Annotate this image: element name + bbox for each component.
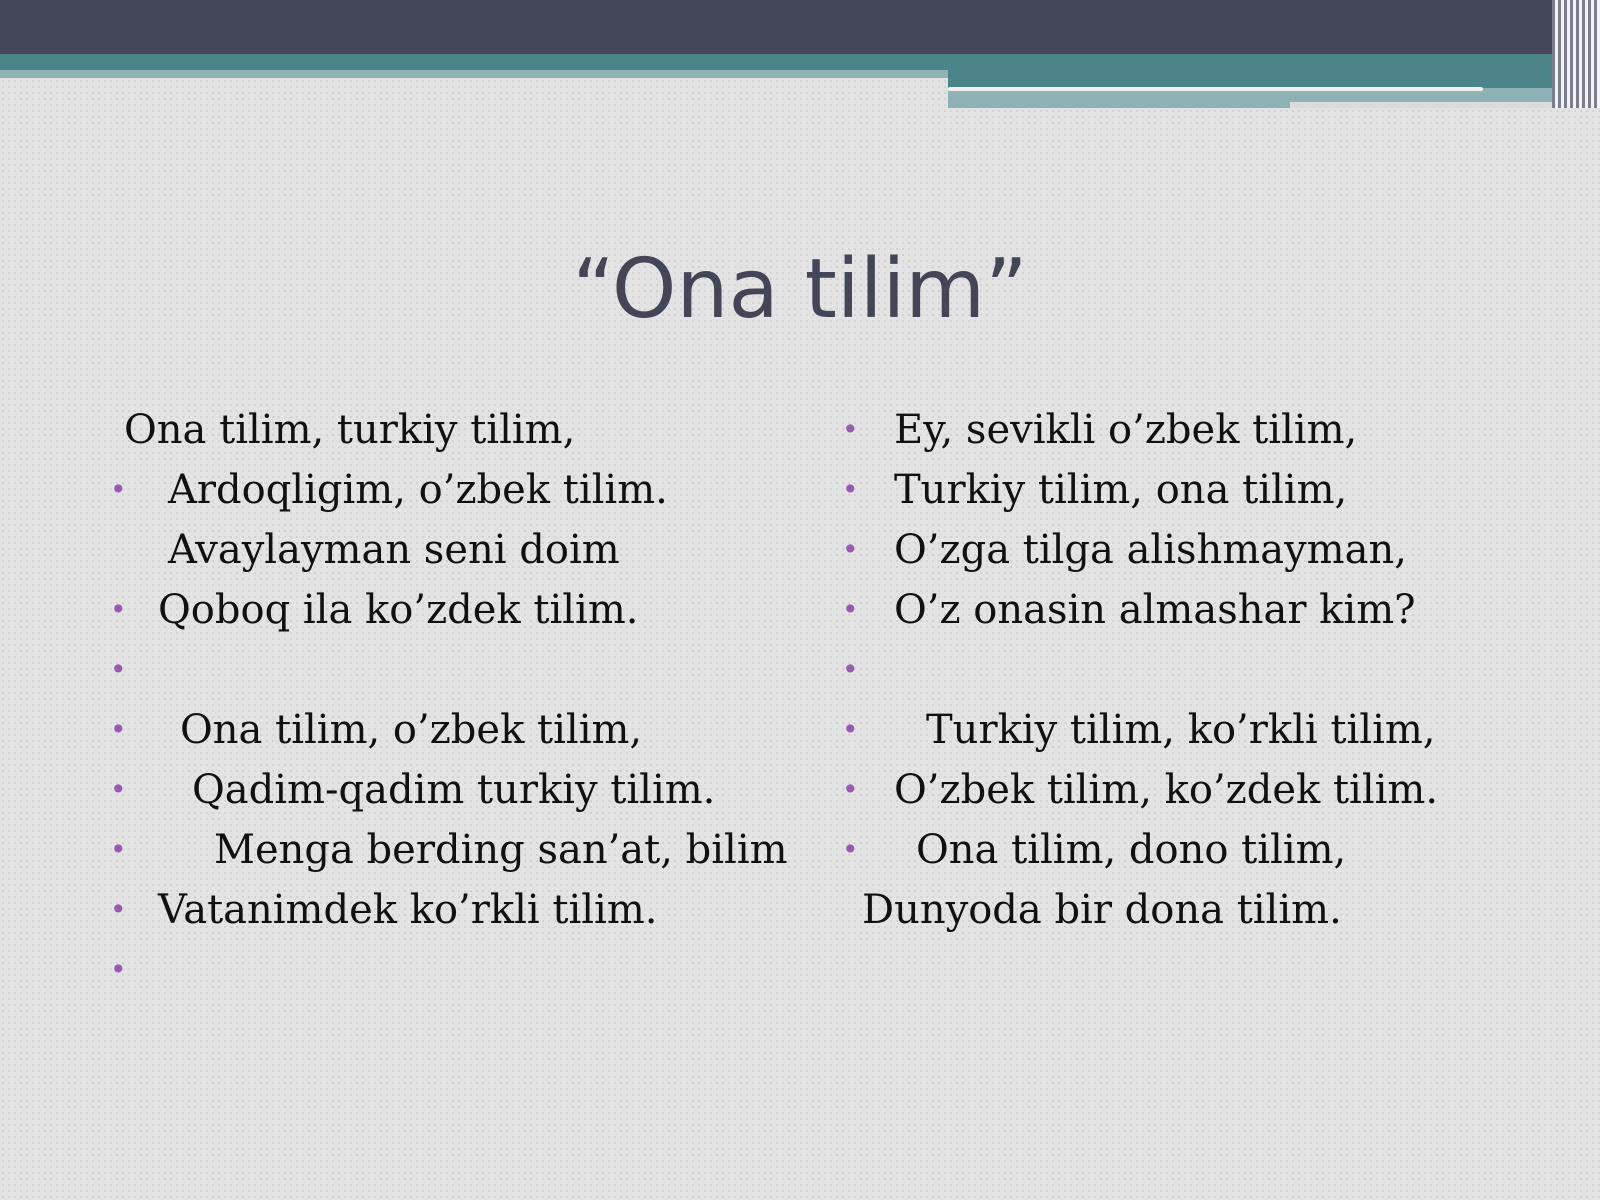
poem-line: [110, 760, 810, 820]
bullet-icon: •: [110, 953, 127, 986]
poem-line-text: Avaylayman seni doim: [168, 527, 620, 573]
poem-line-text: Ey, sevikli o’zbek tilim,: [894, 407, 1358, 453]
bullet-icon: •: [842, 653, 859, 686]
poem-line: [110, 880, 810, 940]
poem-line: [110, 820, 810, 880]
poem-line: [842, 880, 1562, 940]
poem-line: [110, 520, 810, 580]
bullet-icon: •: [842, 533, 859, 566]
poem-line-text: Turkiy tilim, ona tilim,: [894, 467, 1348, 513]
poem-line: [842, 400, 1562, 460]
poem-line-text: Dunyoda bir dona tilim.: [862, 887, 1342, 933]
poem-line: [842, 520, 1562, 580]
poem-line: [110, 400, 810, 460]
header-white-line: [948, 87, 1483, 91]
right-poem-column: [842, 400, 1562, 940]
bullet-icon: •: [842, 773, 859, 806]
poem-line: [110, 460, 810, 520]
poem-line: [842, 460, 1562, 520]
poem-line-text: O’zbek tilim, ko’zdek tilim.: [894, 767, 1439, 813]
poem-line: [842, 640, 1562, 700]
bullet-icon: •: [842, 833, 859, 866]
poem-line-text: Ona tilim, o’zbek tilim,: [180, 707, 643, 753]
header-notch: [1290, 102, 1568, 108]
bullet-icon: •: [842, 413, 859, 446]
poem-line: [842, 760, 1562, 820]
bullet-icon: •: [110, 593, 127, 626]
poem-line: [110, 940, 810, 1000]
header-light-stripe-left: [0, 70, 948, 78]
bullet-icon: •: [842, 593, 859, 626]
header-dark-bar: [0, 0, 1600, 54]
bullet-icon: •: [110, 893, 127, 926]
bullet-icon: •: [110, 713, 127, 746]
poem-line: [110, 700, 810, 760]
bullet-icon: •: [110, 653, 127, 686]
bullet-icon: •: [110, 473, 127, 506]
header-teal-bar: [0, 54, 1600, 70]
poem-line: [842, 580, 1562, 640]
poem-line: [110, 580, 810, 640]
poem-line-text: Qadim-qadim turkiy tilim.: [192, 767, 716, 813]
bullet-icon: •: [110, 833, 127, 866]
poem-line-text: Menga berding san’at, bilim: [214, 827, 788, 873]
poem-line-text: O’zga tilga alishmayman,: [894, 527, 1407, 573]
poem-line-text: Ona tilim, dono tilim,: [916, 827, 1347, 873]
header-vertical-stripes: [1552, 0, 1600, 108]
poem-line-text: Turkiy tilim, ko’rkli tilim,: [926, 707, 1436, 753]
bullet-icon: •: [110, 773, 127, 806]
poem-line-text: O’z onasin almashar kim?: [894, 587, 1416, 633]
poem-line: [842, 820, 1562, 880]
poem-line-text: Qoboq ila ko’zdek tilim.: [158, 587, 639, 633]
poem-line-text: Ona tilim, turkiy tilim,: [124, 407, 576, 453]
slide-title: “Ona tilim”: [572, 242, 1028, 337]
left-poem-column: [110, 400, 810, 1000]
bullet-icon: •: [842, 713, 859, 746]
poem-line: [842, 700, 1562, 760]
poem-line-text: Ardoqligim, o’zbek tilim.: [168, 467, 668, 513]
poem-line-text: Vatanimdek ko’rkli tilim.: [158, 887, 658, 933]
poem-line: [110, 640, 810, 700]
bullet-icon: •: [842, 473, 859, 506]
bullet-icon: [110, 520, 134, 580]
